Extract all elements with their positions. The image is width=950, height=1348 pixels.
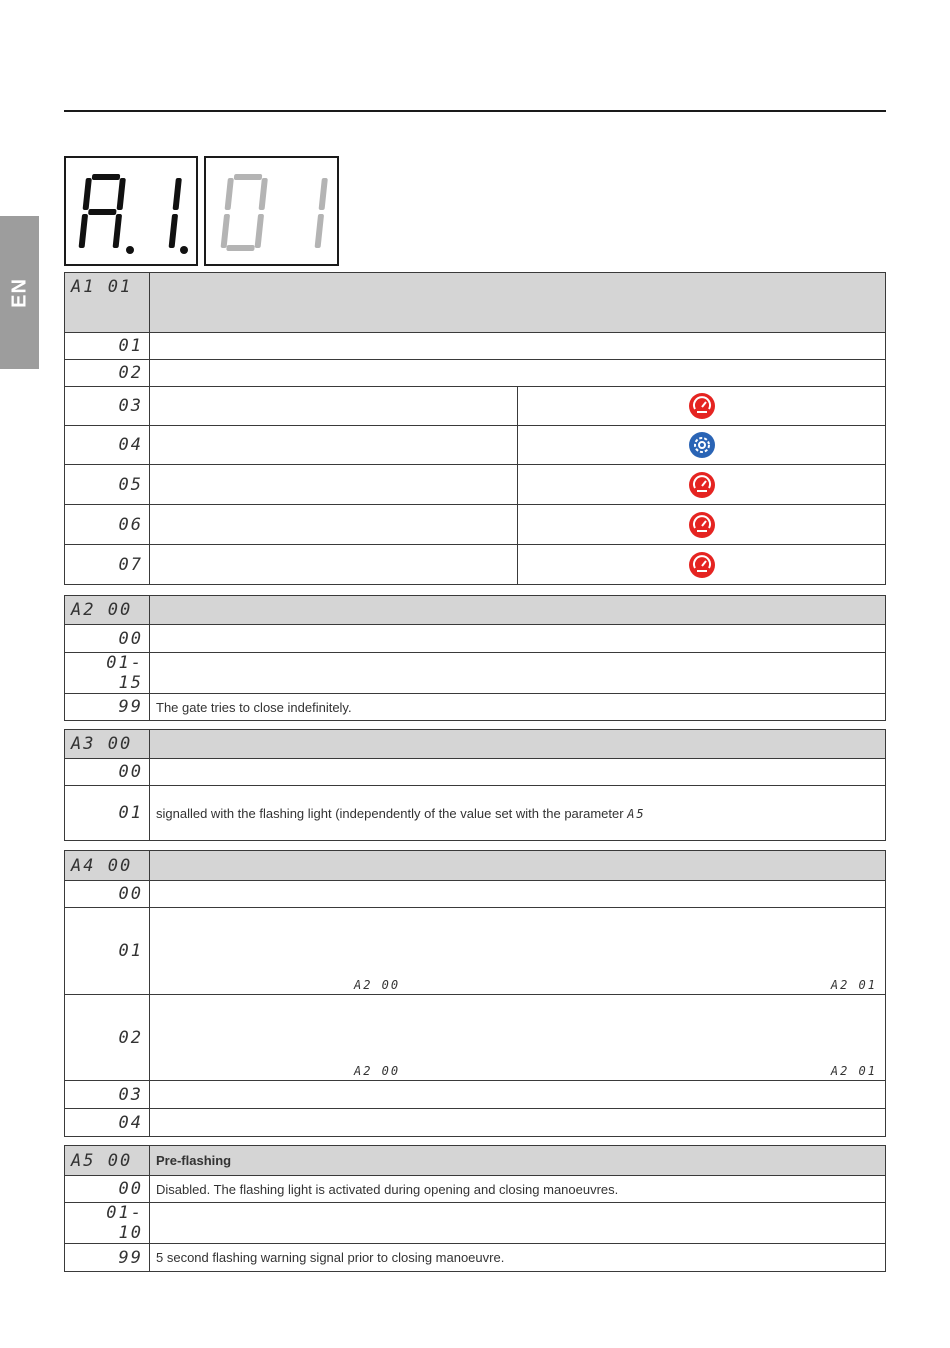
value-description: [150, 759, 886, 786]
speed-dial-icon: [689, 393, 715, 419]
display-left-digits: [66, 158, 196, 264]
value-code: 00: [65, 881, 150, 908]
table-row: [65, 1244, 886, 1272]
value-description: [150, 908, 886, 995]
value-description: [150, 1081, 886, 1109]
value-description: 5 second flashing warning signal prior to closing manoeuvre.: [150, 1244, 886, 1272]
value-description: [150, 360, 886, 387]
speed-dial-icon: [689, 472, 715, 498]
param-code: A2 00: [65, 596, 150, 625]
value-code: 03: [65, 387, 150, 426]
param-title: Pre-flashing: [150, 1146, 886, 1176]
table-row: [65, 653, 886, 694]
value-code: 07: [65, 545, 150, 585]
table-header: [65, 1146, 886, 1176]
table-header: [65, 596, 886, 625]
param-title: [150, 851, 886, 881]
value-code: 01: [65, 908, 150, 995]
value-code: 01- 10: [65, 1203, 150, 1244]
value-description: [150, 653, 886, 694]
param-reference: A2 01: [830, 978, 877, 992]
value-description: [150, 505, 518, 545]
param-code: A1 01: [65, 273, 150, 333]
param-code: A5 00: [65, 1146, 150, 1176]
value-description: [150, 333, 886, 360]
value-code: 00: [65, 1176, 150, 1203]
table-row: [65, 387, 886, 426]
table-row: [65, 881, 886, 908]
table-header: [65, 730, 886, 759]
language-tab-label: EN: [8, 277, 30, 308]
param-reference: A2 00: [354, 1064, 401, 1078]
table-row: [65, 465, 886, 505]
value-code: 04: [65, 426, 150, 465]
table-row: [65, 1081, 886, 1109]
value-code: 02: [65, 995, 150, 1081]
icon-cell: [518, 505, 886, 545]
param-title: [150, 730, 886, 759]
value-description-text: signalled with the flashing light (independently of the value set with the parameter: [156, 805, 624, 821]
top-rule: [64, 110, 886, 112]
param-code: A4 00: [65, 851, 150, 881]
table-row: [65, 625, 886, 653]
param-table-a3: [64, 729, 886, 841]
value-code: 05: [65, 465, 150, 505]
table-row: [65, 545, 886, 585]
gear-icon: [689, 432, 715, 458]
icon-cell: [518, 465, 886, 505]
display-left: [64, 156, 198, 266]
value-description: [150, 426, 518, 465]
value-description: [150, 387, 518, 426]
table-row: [65, 1176, 886, 1203]
table-row: [65, 1203, 886, 1244]
language-tab: [0, 216, 39, 369]
param-reference: A2 01: [830, 1064, 877, 1078]
display-right: [204, 156, 339, 266]
param-reference: A2 00: [354, 978, 401, 992]
value-code: 04: [65, 1109, 150, 1137]
param-table-a4: [64, 850, 886, 1137]
table-row: [65, 908, 886, 995]
param-title: [150, 596, 886, 625]
param-code: A3 00: [65, 730, 150, 759]
speed-dial-icon: [689, 512, 715, 538]
value-code: 02: [65, 360, 150, 387]
table-header: [65, 273, 886, 333]
table-row: [65, 759, 886, 786]
table-row: [65, 360, 886, 387]
value-code: 99: [65, 694, 150, 721]
value-description: [150, 1109, 886, 1137]
table-row: [65, 995, 886, 1081]
display-right-digits: [206, 158, 337, 264]
table-row: [65, 786, 886, 841]
value-description: Disabled. The flashing light is activated during opening and closing manoeuvres.: [150, 1176, 886, 1203]
value-description: [150, 1203, 886, 1244]
table-row: [65, 1109, 886, 1137]
table-row: [65, 426, 886, 465]
value-description: [150, 786, 886, 841]
value-description: [150, 545, 518, 585]
value-description: [150, 881, 886, 908]
icon-cell: [518, 387, 886, 426]
value-description: [150, 465, 518, 505]
table-row: [65, 333, 886, 360]
table-row: [65, 505, 886, 545]
param-reference: A5: [627, 806, 646, 821]
table-header: [65, 851, 886, 881]
icon-cell: [518, 545, 886, 585]
icon-cell: [518, 426, 886, 465]
value-code: 00: [65, 759, 150, 786]
speed-dial-icon: [689, 552, 715, 578]
value-code: 01- 15: [65, 653, 150, 694]
value-code: 06: [65, 505, 150, 545]
value-description: [150, 625, 886, 653]
value-code: 03: [65, 1081, 150, 1109]
value-description: [150, 995, 886, 1081]
value-description: The gate tries to close indefinitely.: [150, 694, 886, 721]
param-title: [150, 273, 886, 333]
param-table-a5: [64, 1145, 886, 1272]
table-row: [65, 694, 886, 721]
value-code: 00: [65, 625, 150, 653]
param-table-a1: [64, 272, 886, 585]
value-code: 01: [65, 786, 150, 841]
value-code: 99: [65, 1244, 150, 1272]
param-table-a2: [64, 595, 886, 721]
value-code: 01: [65, 333, 150, 360]
